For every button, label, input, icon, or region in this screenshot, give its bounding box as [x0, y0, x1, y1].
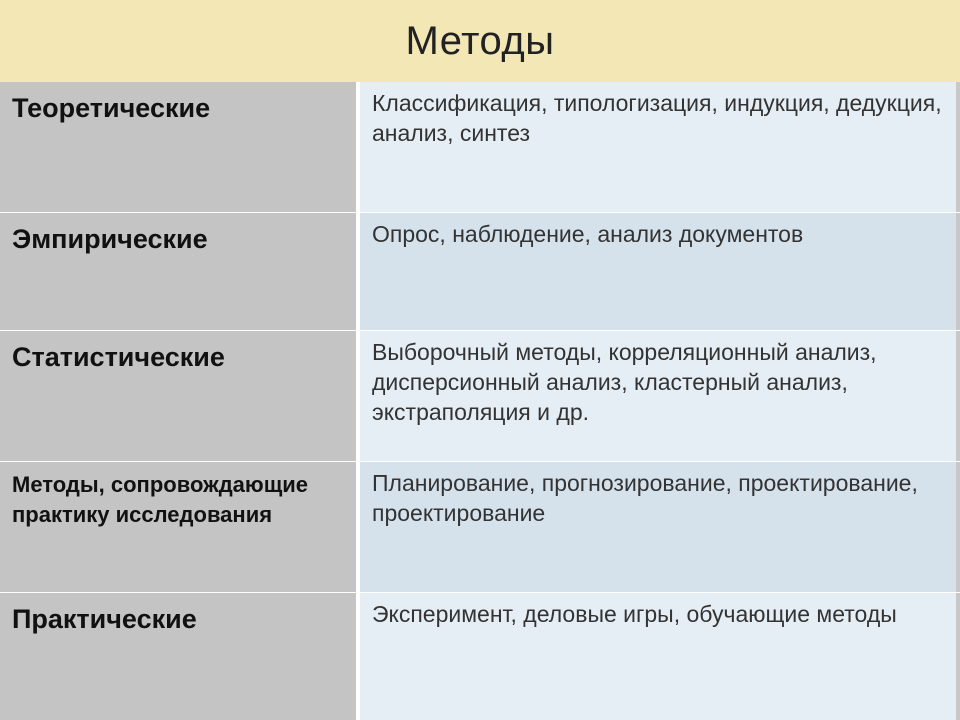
method-description: Опрос, наблюдение, анализ документов: [360, 213, 960, 330]
method-category: Статистические: [0, 331, 358, 461]
method-category: Теоретические: [0, 82, 358, 212]
table-row: [0, 82, 960, 212]
method-description: Выборочный методы, корреляционный анализ, дисперсионный анализ, кластерный анализ, экстраполяция и др.: [360, 331, 960, 461]
table-row: [0, 331, 960, 461]
page-title: Методы: [405, 18, 555, 63]
methods-table: [0, 82, 960, 720]
table-row: [0, 593, 960, 720]
table-row: [0, 213, 960, 330]
method-description: Классификация, типологизация, индукция, дедукция, анализ, синтез: [360, 82, 960, 212]
method-category: Практические: [0, 593, 358, 720]
method-description: Планирование, прогнозирование, проектирование, проектирование: [360, 462, 960, 592]
method-description: Эксперимент, деловые игры, обучающие методы: [360, 593, 960, 720]
method-category: Методы, сопровождающие практику исследования: [0, 462, 358, 592]
method-category: Эмпирические: [0, 213, 358, 330]
table-row: [0, 462, 960, 592]
